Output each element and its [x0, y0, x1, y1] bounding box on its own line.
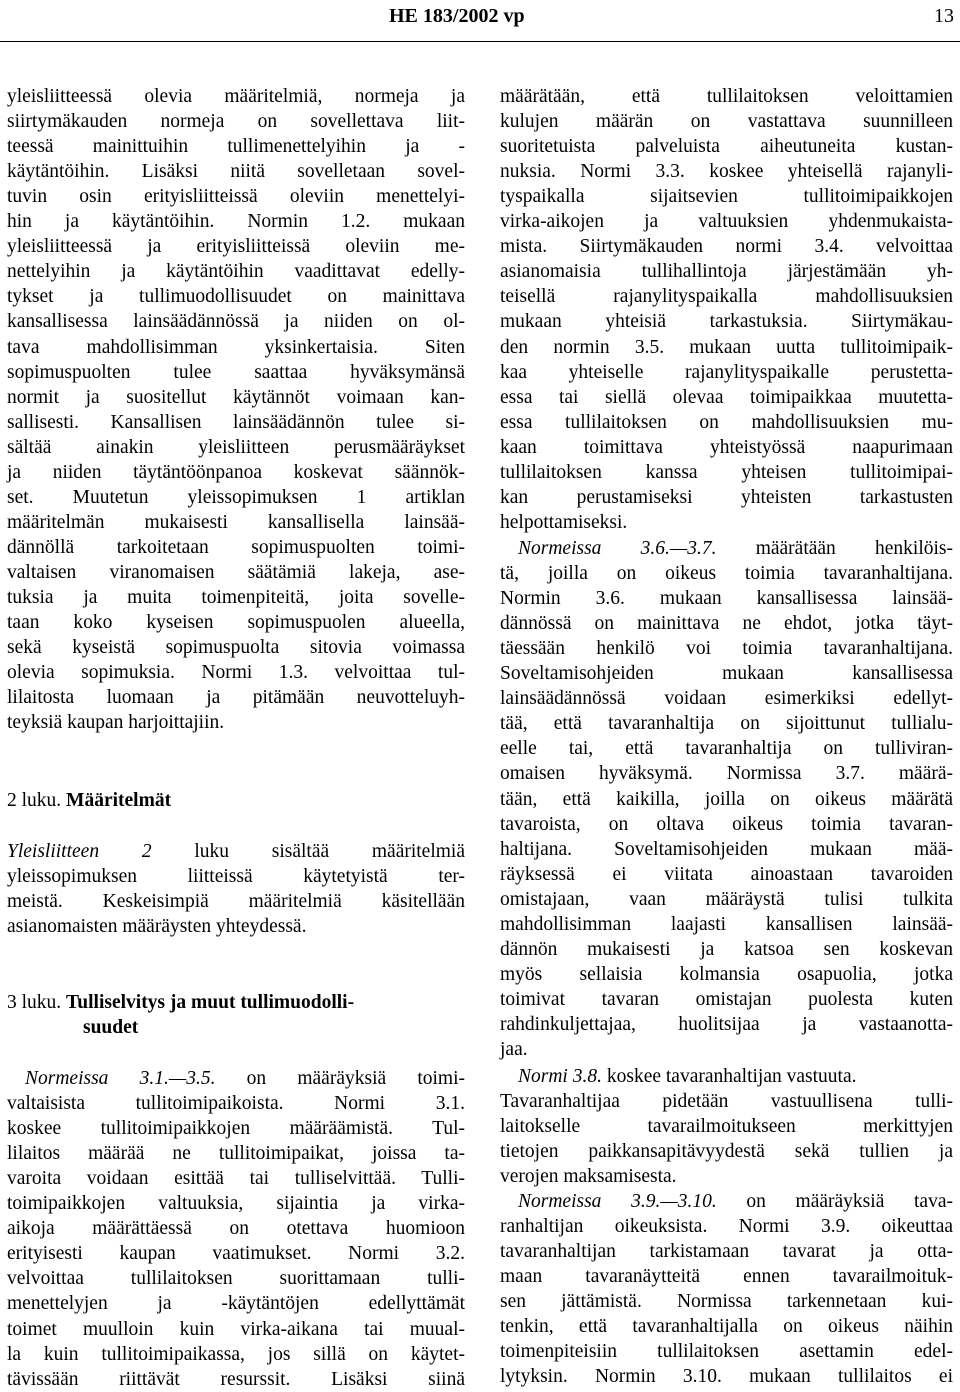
- text-line: menettelyjen ja -käytäntöjen edellyttämät: [7, 1293, 465, 1315]
- reference-text: koskee tavaranhaltijan vastuuta.: [601, 1066, 857, 1087]
- text-line: [518, 1189, 953, 1214]
- text-line: täessään henkilö voi toimia tavaranhaltijana.: [500, 638, 953, 660]
- text-line: yleisliitteessä ja erityisliitteissä oleviin me-: [7, 236, 465, 258]
- text-line: lainsäädännössä voidaan esimerkiksi edellyt-: [500, 688, 953, 710]
- text-line: toimenpiteisiin tullilaitoksen asettamin edel-: [500, 1341, 953, 1363]
- text-line: sopimuspuolten tulee saattaa hyväksymänsä: [7, 361, 465, 383]
- text-line: ja niiden täytäntöönpanoa koskevat säännök-: [7, 461, 465, 483]
- text-line: räyksessä ei viitata ainoastaan tavaroiden: [500, 863, 953, 885]
- text-line: sekä kyseistä sopimuspuolta sitovia voimassa: [7, 637, 465, 659]
- text-line: toimivat tavaran omistajan puolesta kuten: [500, 988, 953, 1010]
- text-line: tenkin, että tavaranhaltijalla on oikeus näihin: [500, 1316, 953, 1338]
- text-line: taan koko kyseisen sopimuspuolen alueella,: [7, 612, 465, 634]
- text-line: tietojen paikkansapitävyydestä sekä tullien ja: [500, 1141, 953, 1163]
- chapter-title: Tulliselvitys ja muut tullimuodolli-: [66, 992, 355, 1013]
- chapter-number: 2 luku.: [7, 790, 67, 811]
- text-line: teisellä rajanylityspaikalla mahdollisuuksien: [500, 286, 953, 308]
- text-line: suoritetuista palveluista aiheutuneita kustan-: [500, 136, 953, 158]
- text-line: mista. Siirtymäkauden normi 3.4. velvoittaa: [500, 236, 953, 258]
- text-line: maan tavaranäytteitä ennen tavarailmoituk-: [500, 1266, 953, 1288]
- text-line: rahdinkuljettajaa, huolitsijaa ja vastaanotta-: [500, 1013, 953, 1035]
- text-line: olevia sopimuksia. Normi 1.3. velvoittaa tul-: [7, 662, 465, 684]
- text-line: essa tullilaitoksen on mahdollisuuksien mu-: [500, 411, 953, 433]
- text-line: käytäntöihin. Lisäksi niitä sovelletaan sovel-: [7, 161, 465, 183]
- reference-lead: Normeissa 3.1.—3.5.: [25, 1068, 216, 1089]
- reference-lead: Normi 3.8.: [518, 1066, 602, 1087]
- text-line: asianomaisia tullihallintoja järjestämään yh-: [500, 261, 953, 283]
- text-line: dännöllä tarkoitetaan sopimuspuolten toimi-: [7, 536, 465, 558]
- text-line: tään, että kaikilla, joilla on oikeus määrätä: [500, 788, 953, 810]
- chapter-title: suudet: [83, 1017, 139, 1038]
- text-line: tä, joilla on oikeus toimia tavaranhaltijana.: [500, 563, 953, 585]
- text-line: teessä mainittuihin tullimenettelyihin ja -: [7, 136, 465, 158]
- text-line: yleisliitteessä olevia määritelmiä, normeja ja: [7, 86, 465, 107]
- text-line: [518, 536, 953, 561]
- text-line: määrätään, että tullilaitoksen veloittamien: [500, 86, 953, 107]
- text-line: kaan toimittava yhteistyössä naapurimaan: [500, 436, 953, 458]
- text-line: normit ja suositellut käytännöt voimaan kan-: [7, 386, 465, 408]
- text-line: Soveltamisohjeiden mukaan kansallisessa: [500, 663, 953, 685]
- text-line: eelle tai, että tavaranhaltija on tulliviran-: [500, 738, 953, 760]
- reference-text: on määräyksiä tava-: [716, 1191, 953, 1212]
- text-line: tavaranhaltijan tarkistamaan tavarat ja otta-: [500, 1241, 953, 1263]
- text-line: la kuin tullitoimipaikassa, jos sillä on käytet-: [7, 1343, 465, 1365]
- text-line: toimipaikkojen valtuuksia, sijaintia ja virka-: [7, 1193, 465, 1215]
- text-line: nettelyihin ja käytäntöihin vaadittavat edelly-: [7, 261, 465, 283]
- text-line: omistajaan, vaan määräystä tulisi tulkita: [500, 888, 953, 910]
- text-line: jaa.: [500, 1039, 528, 1060]
- text-line: kan perustamiseksi yhteisten tarkastusten: [500, 486, 953, 508]
- text-line: [518, 1064, 953, 1089]
- text-line: lilaitosta luomaan ja pitämään neuvotteluyh-: [7, 687, 465, 709]
- text-line: helpottamiseksi.: [500, 511, 628, 533]
- text-line: tyspaikalla sijaitsevien tullitoimipaikkojen: [500, 186, 953, 208]
- text-line: tullilaitoksen kanssa yhteisen tullitoimipai-: [500, 461, 953, 483]
- text-line: mahdollisimman laajasti kansallisen lainsää-: [500, 913, 953, 935]
- text-line: kaa yhteiselle rajanylityspaikalle perustetta-: [500, 361, 953, 383]
- text-line: essa tai siellä olevaa toimipaikkaa muutetta-: [500, 386, 953, 408]
- text-line: nuksia. Normi 3.3. koskee yhteisellä rajanyli-: [500, 161, 953, 183]
- text-line: tuvin osin erityisliitteissä oleviin menettelyi-: [7, 186, 465, 208]
- reference-text: määrätään henkilöis-: [716, 538, 953, 559]
- text-line: valtaisen viranomaisen säätämiä lakeja, ase-: [7, 561, 465, 583]
- text-line: Normin 3.6. mukaan kansallisessa lainsää-: [500, 588, 953, 610]
- text-line: verojen maksamisesta.: [500, 1166, 677, 1188]
- text-line: kulujen määrän on vastattava suunnilleen: [500, 111, 953, 133]
- text-line: myös sellaisia kolmansia osapuolia, jotka: [500, 963, 953, 985]
- reference-text: luku sisältää määritelmiä: [151, 841, 465, 862]
- text-line: tävissään riittävät resurssit. Lisäksi siinä: [7, 1368, 465, 1390]
- text-line: hin ja käytäntöihin. Normin 1.2. mukaan: [7, 211, 465, 233]
- text-line: sen jättämistä. Normissa tarkennetaan kui-: [500, 1291, 953, 1313]
- text-line: haltijana. Soveltamisohjeiden mukaan mää-: [500, 838, 953, 860]
- text-line: den normin 3.5. mukaan uutta tullitoimipaik-: [500, 336, 953, 358]
- chapter-number: 3 luku.: [7, 992, 67, 1013]
- text-line: koskee tullitoimipaikkojen määräämistä. Tul-: [7, 1118, 465, 1140]
- reference-lead: Normeissa 3.9.—3.10.: [518, 1191, 717, 1212]
- text-line: dännön mukaisesti ja katsoa sen koskevan: [500, 938, 953, 960]
- text-line: dännössä on mainittava ne ehdot, jotka täyt-: [500, 613, 953, 635]
- text-line: set. Muutetun yleissopimuksen 1 artiklan: [7, 486, 465, 508]
- text-line: tykset ja tullimuodollisuudet on mainittava: [7, 286, 465, 308]
- text-line: ranhaltijan oikeuksista. Normi 3.9. oikeuttaa: [500, 1216, 953, 1238]
- text-line: toimet muulloin kuin virka-aikana tai muual-: [7, 1318, 465, 1340]
- text-line: virka-aikojen ja valtuuksien yhdenmukaista-: [500, 211, 953, 233]
- reference-lead: Normeissa 3.6.—3.7.: [518, 538, 717, 559]
- text-line: tää, että tavaranhaltija on sijoittunut tullialu-: [500, 713, 953, 735]
- text-line: tava mahdollisimman yksinkertaisia. Siten: [7, 336, 465, 358]
- text-line: omaisen hyväksymä. Normissa 3.7. määrä-: [500, 763, 953, 785]
- text-line: yleissopimuksen liitteissä käytetyistä ter-: [7, 866, 465, 888]
- text-line: meistä. Keskeisimpiä määritelmiä käsitellään: [7, 891, 465, 913]
- text-line: tavaroista, on oltava oikeus toimia tavaran-: [500, 813, 953, 835]
- text-line: tuksia ja muita toimenpiteitä, joita sovelle-: [7, 587, 465, 608]
- text-line: määritelmän mukaisesti kansallisella lainsää-: [7, 511, 465, 533]
- text-line: valtaisista tullitoimipaikoista. Normi 3.1.: [7, 1093, 465, 1115]
- text-line: Tavaranhaltijaa pidetään vastuullisena tulli-: [500, 1091, 953, 1113]
- page-number: 13: [934, 5, 954, 27]
- text-line: lilaitos määrää ne tullitoimipaikat, joissa ta-: [7, 1143, 465, 1165]
- text-line: sältää ainakin yleisliitteen perusmääräykset: [7, 436, 465, 458]
- text-line: asianomaisten määräysten yhteydessä.: [7, 916, 307, 938]
- text-line: varoita voidaan esittää tai tulliselvittää. Tulli-: [7, 1168, 465, 1190]
- text-line: erityisesti kaupan vaatimukset. Normi 3.2.: [7, 1243, 465, 1265]
- text-line: mukaan yhteisiä tarkastuksia. Siirtymäkau-: [500, 311, 953, 333]
- text-line: laitokselle tavarailmoitukseen merkittyjen: [500, 1116, 953, 1138]
- reference-text: on määräyksiä toimi-: [215, 1068, 465, 1089]
- text-line: teyksiä kaupan harjoittajiin.: [7, 712, 225, 734]
- text-line: siirtymäkauden normeja on sovellettava liit-: [7, 111, 465, 133]
- reference-lead: Yleisliitteen 2: [7, 841, 152, 862]
- chapter-title: Määritelmät: [66, 790, 172, 811]
- document-id: HE 183/2002 vp: [389, 5, 525, 27]
- text-line: sallisesti. Kansallisen lainsäädännön tulee si-: [7, 411, 465, 433]
- text-line: kansallisessa lainsäädännössä ja niiden on ol-: [7, 311, 465, 333]
- text-line: lytyksin. Normin 3.10. mukaan tullilaitos ei: [500, 1366, 953, 1388]
- text-line: velvoittaa tullilaitoksen suorittamaan tulli-: [7, 1268, 465, 1290]
- text-line: aikoja määrättäessä on otettava huomioon: [7, 1218, 465, 1240]
